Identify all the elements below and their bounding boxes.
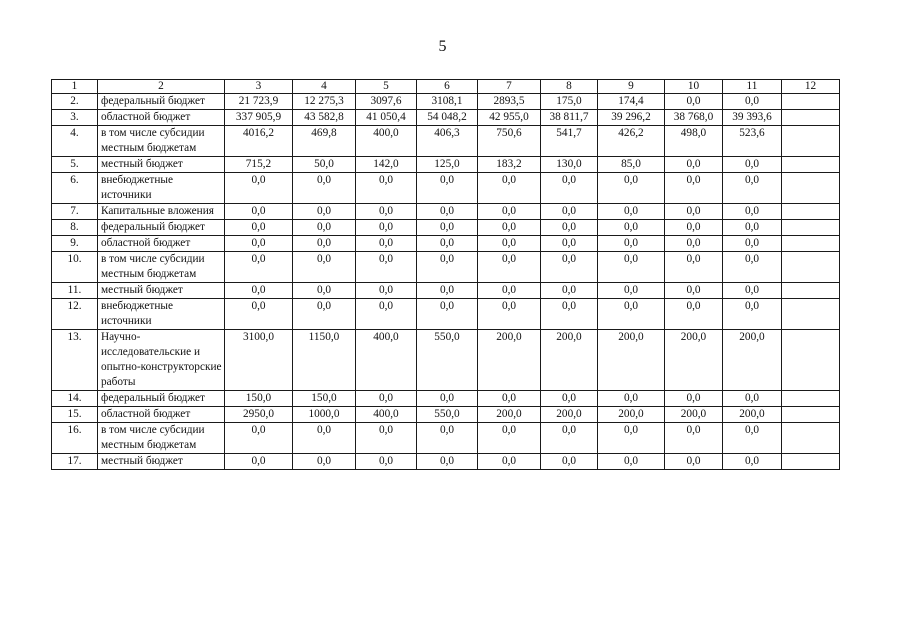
row-number: 16.: [52, 423, 98, 454]
row-number: 7.: [52, 204, 98, 220]
value-cell: 0,0: [723, 252, 782, 283]
value-cell: [782, 252, 840, 283]
value-cell: 400,0: [356, 330, 417, 391]
value-cell: 130,0: [541, 157, 598, 173]
value-cell: 1150,0: [293, 330, 356, 391]
row-label: в том числе субсидии местным бюджетам: [98, 423, 225, 454]
value-cell: 0,0: [598, 252, 665, 283]
row-label: областной бюджет: [98, 236, 225, 252]
row-label: федеральный бюджет: [98, 220, 225, 236]
value-cell: 0,0: [356, 173, 417, 204]
value-cell: 400,0: [356, 407, 417, 423]
value-cell: 0,0: [356, 299, 417, 330]
value-cell: 0,0: [293, 204, 356, 220]
value-cell: 0,0: [356, 236, 417, 252]
row-label: внебюджетные источники: [98, 173, 225, 204]
value-cell: 0,0: [723, 299, 782, 330]
value-cell: 0,0: [665, 173, 723, 204]
table-header-row: [52, 80, 840, 94]
value-cell: 38 811,7: [541, 110, 598, 126]
row-number: 12.: [52, 299, 98, 330]
table-row: [52, 454, 840, 470]
value-cell: 0,0: [225, 236, 293, 252]
value-cell: 0,0: [598, 454, 665, 470]
value-cell: 54 048,2: [417, 110, 478, 126]
column-header: 2: [98, 80, 225, 94]
value-cell: 523,6: [723, 126, 782, 157]
value-cell: 200,0: [478, 330, 541, 391]
value-cell: 3100,0: [225, 330, 293, 391]
row-label: областной бюджет: [98, 407, 225, 423]
table-row: [52, 157, 840, 173]
table-row: [52, 220, 840, 236]
value-cell: 0,0: [417, 220, 478, 236]
value-cell: 0,0: [225, 204, 293, 220]
value-cell: [782, 220, 840, 236]
value-cell: 0,0: [665, 157, 723, 173]
row-number: 13.: [52, 330, 98, 391]
column-header: 9: [598, 80, 665, 94]
value-cell: 498,0: [665, 126, 723, 157]
value-cell: [782, 110, 840, 126]
row-label: внебюджетные источники: [98, 299, 225, 330]
row-number: 11.: [52, 283, 98, 299]
value-cell: 0,0: [541, 454, 598, 470]
value-cell: [782, 330, 840, 391]
value-cell: 0,0: [417, 299, 478, 330]
value-cell: 0,0: [225, 423, 293, 454]
value-cell: 0,0: [293, 173, 356, 204]
value-cell: 0,0: [723, 173, 782, 204]
value-cell: 0,0: [478, 423, 541, 454]
table-row: [52, 173, 840, 204]
table-row: [52, 236, 840, 252]
table-row: [52, 204, 840, 220]
table-row: [52, 126, 840, 157]
row-number: 15.: [52, 407, 98, 423]
value-cell: 0,0: [541, 423, 598, 454]
value-cell: 175,0: [541, 94, 598, 110]
value-cell: 0,0: [225, 299, 293, 330]
table-row: [52, 283, 840, 299]
value-cell: 715,2: [225, 157, 293, 173]
value-cell: [782, 283, 840, 299]
value-cell: 2893,5: [478, 94, 541, 110]
value-cell: 0,0: [598, 391, 665, 407]
value-cell: 0,0: [417, 283, 478, 299]
value-cell: 183,2: [478, 157, 541, 173]
value-cell: 0,0: [225, 454, 293, 470]
value-cell: 125,0: [417, 157, 478, 173]
value-cell: 43 582,8: [293, 110, 356, 126]
row-number: 17.: [52, 454, 98, 470]
column-header: 1: [52, 80, 98, 94]
row-number: 6.: [52, 173, 98, 204]
value-cell: 0,0: [478, 252, 541, 283]
row-number: 10.: [52, 252, 98, 283]
table-row: [52, 423, 840, 454]
value-cell: 0,0: [541, 173, 598, 204]
column-header: 12: [782, 80, 840, 94]
column-header: 3: [225, 80, 293, 94]
value-cell: [782, 126, 840, 157]
value-cell: 0,0: [356, 283, 417, 299]
value-cell: 3097,6: [356, 94, 417, 110]
value-cell: 0,0: [598, 299, 665, 330]
value-cell: 200,0: [723, 407, 782, 423]
value-cell: 0,0: [665, 299, 723, 330]
value-cell: 0,0: [356, 423, 417, 454]
value-cell: 0,0: [478, 204, 541, 220]
value-cell: [782, 299, 840, 330]
column-header: 8: [541, 80, 598, 94]
row-number: 4.: [52, 126, 98, 157]
value-cell: 2950,0: [225, 407, 293, 423]
value-cell: 0,0: [665, 283, 723, 299]
value-cell: 0,0: [665, 220, 723, 236]
value-cell: [782, 94, 840, 110]
page-number: 5: [438, 38, 447, 55]
value-cell: 0,0: [417, 454, 478, 470]
value-cell: 0,0: [356, 454, 417, 470]
value-cell: 50,0: [293, 157, 356, 173]
row-number: 5.: [52, 157, 98, 173]
value-cell: 406,3: [417, 126, 478, 157]
value-cell: 0,0: [598, 423, 665, 454]
value-cell: 541,7: [541, 126, 598, 157]
value-cell: 0,0: [478, 236, 541, 252]
value-cell: 0,0: [225, 283, 293, 299]
value-cell: 0,0: [598, 236, 665, 252]
value-cell: 0,0: [225, 220, 293, 236]
value-cell: 0,0: [541, 391, 598, 407]
value-cell: 550,0: [417, 330, 478, 391]
value-cell: [782, 236, 840, 252]
row-number: 3.: [52, 110, 98, 126]
row-label: областной бюджет: [98, 110, 225, 126]
table-row: [52, 110, 840, 126]
value-cell: 0,0: [356, 204, 417, 220]
value-cell: 469,8: [293, 126, 356, 157]
value-cell: 174,4: [598, 94, 665, 110]
value-cell: 0,0: [665, 236, 723, 252]
value-cell: 1000,0: [293, 407, 356, 423]
value-cell: 0,0: [356, 220, 417, 236]
budget-table: [51, 79, 840, 470]
value-cell: 0,0: [723, 236, 782, 252]
table-row: [52, 299, 840, 330]
table-row: [52, 252, 840, 283]
value-cell: 0,0: [478, 173, 541, 204]
value-cell: 0,0: [541, 299, 598, 330]
value-cell: 85,0: [598, 157, 665, 173]
value-cell: 0,0: [225, 252, 293, 283]
row-label: федеральный бюджет: [98, 94, 225, 110]
value-cell: 200,0: [665, 330, 723, 391]
value-cell: 0,0: [293, 454, 356, 470]
value-cell: 0,0: [598, 204, 665, 220]
value-cell: 0,0: [541, 283, 598, 299]
value-cell: [782, 173, 840, 204]
value-cell: 39 393,6: [723, 110, 782, 126]
value-cell: 200,0: [598, 330, 665, 391]
value-cell: 200,0: [665, 407, 723, 423]
value-cell: 0,0: [417, 173, 478, 204]
value-cell: 0,0: [598, 283, 665, 299]
value-cell: 0,0: [665, 94, 723, 110]
value-cell: 0,0: [541, 236, 598, 252]
value-cell: 0,0: [478, 220, 541, 236]
value-cell: [782, 423, 840, 454]
value-cell: [782, 204, 840, 220]
value-cell: 0,0: [293, 236, 356, 252]
value-cell: 12 275,3: [293, 94, 356, 110]
value-cell: 38 768,0: [665, 110, 723, 126]
row-label: Научно-исследовательские и опытно-конструкторские работы: [98, 330, 225, 391]
value-cell: 426,2: [598, 126, 665, 157]
value-cell: 0,0: [665, 454, 723, 470]
row-label: местный бюджет: [98, 157, 225, 173]
value-cell: 0,0: [225, 173, 293, 204]
row-number: 2.: [52, 94, 98, 110]
value-cell: 0,0: [478, 299, 541, 330]
value-cell: 42 955,0: [478, 110, 541, 126]
value-cell: 0,0: [356, 391, 417, 407]
value-cell: 200,0: [541, 407, 598, 423]
table-row: [52, 391, 840, 407]
row-label: местный бюджет: [98, 283, 225, 299]
value-cell: 0,0: [293, 252, 356, 283]
value-cell: 200,0: [598, 407, 665, 423]
column-header: 7: [478, 80, 541, 94]
value-cell: 0,0: [417, 423, 478, 454]
value-cell: 337 905,9: [225, 110, 293, 126]
value-cell: 0,0: [723, 204, 782, 220]
value-cell: 21 723,9: [225, 94, 293, 110]
value-cell: 400,0: [356, 126, 417, 157]
value-cell: 41 050,4: [356, 110, 417, 126]
value-cell: 0,0: [293, 220, 356, 236]
value-cell: 0,0: [723, 423, 782, 454]
table-row: [52, 94, 840, 110]
value-cell: 142,0: [356, 157, 417, 173]
value-cell: 0,0: [723, 454, 782, 470]
row-label: федеральный бюджет: [98, 391, 225, 407]
value-cell: 200,0: [478, 407, 541, 423]
value-cell: 0,0: [723, 220, 782, 236]
value-cell: 0,0: [598, 173, 665, 204]
column-header: 5: [356, 80, 417, 94]
value-cell: 0,0: [478, 391, 541, 407]
value-cell: 3108,1: [417, 94, 478, 110]
value-cell: 0,0: [541, 252, 598, 283]
row-label: местный бюджет: [98, 454, 225, 470]
value-cell: 0,0: [723, 94, 782, 110]
column-header: 6: [417, 80, 478, 94]
value-cell: 0,0: [417, 391, 478, 407]
value-cell: 0,0: [665, 391, 723, 407]
value-cell: 0,0: [541, 220, 598, 236]
value-cell: 39 296,2: [598, 110, 665, 126]
row-label: в том числе субсидии местным бюджетам: [98, 126, 225, 157]
row-number: 9.: [52, 236, 98, 252]
value-cell: 200,0: [723, 330, 782, 391]
row-label: Капитальные вложения: [98, 204, 225, 220]
value-cell: 0,0: [417, 204, 478, 220]
value-cell: 150,0: [225, 391, 293, 407]
column-header: 10: [665, 80, 723, 94]
value-cell: [782, 407, 840, 423]
row-number: 8.: [52, 220, 98, 236]
value-cell: 200,0: [541, 330, 598, 391]
value-cell: 0,0: [293, 283, 356, 299]
column-header: 11: [723, 80, 782, 94]
value-cell: 0,0: [417, 252, 478, 283]
value-cell: 0,0: [478, 283, 541, 299]
value-cell: 0,0: [478, 454, 541, 470]
value-cell: 0,0: [293, 423, 356, 454]
row-label: в том числе субсидии местным бюджетам: [98, 252, 225, 283]
value-cell: 4016,2: [225, 126, 293, 157]
value-cell: 0,0: [723, 157, 782, 173]
value-cell: 150,0: [293, 391, 356, 407]
value-cell: [782, 454, 840, 470]
column-header: 4: [293, 80, 356, 94]
value-cell: 0,0: [665, 204, 723, 220]
value-cell: 0,0: [356, 252, 417, 283]
value-cell: 0,0: [293, 299, 356, 330]
value-cell: 0,0: [417, 236, 478, 252]
value-cell: 0,0: [665, 423, 723, 454]
value-cell: 0,0: [723, 391, 782, 407]
value-cell: [782, 157, 840, 173]
value-cell: [782, 391, 840, 407]
table-row: [52, 407, 840, 423]
value-cell: 0,0: [723, 283, 782, 299]
row-number: 14.: [52, 391, 98, 407]
table-row: [52, 330, 840, 391]
value-cell: 550,0: [417, 407, 478, 423]
value-cell: 750,6: [478, 126, 541, 157]
value-cell: 0,0: [598, 220, 665, 236]
value-cell: 0,0: [541, 204, 598, 220]
value-cell: 0,0: [665, 252, 723, 283]
